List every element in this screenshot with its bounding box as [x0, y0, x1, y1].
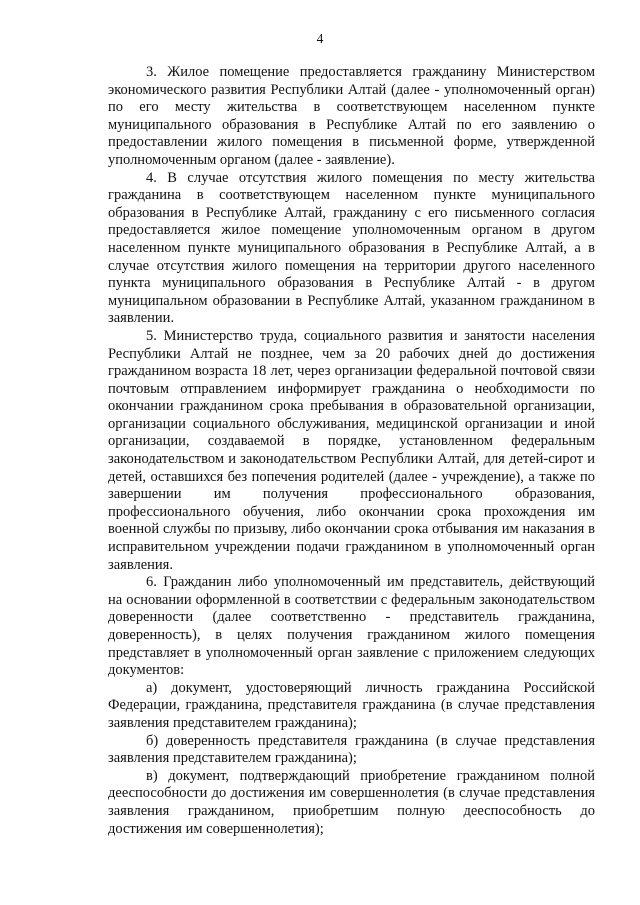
paragraph-3: 3. Жилое помещение предоставляется гражданину Министерством экономического развития Республики Алтай (далее - уполномоченный орган) по его месту жительства в соответствующем населенном пункте муниципального образования в Республике Алтай по его заявлению о предоставлении жилого помещения в письменной форме, утвержденной уполномоченным органом (далее - заявление). [108, 64, 595, 168]
paragraph-5: 5. Министерство труда, социального развития и занятости населения Республики Алтай не позднее, чем за 20 рабочих дней до достижения гражданином возраста 18 лет, через организации федеральной почтовой связи почтовым отправлением информирует гражданина о необходимости по окончании гражданином срока пребывания в образовательной организации, организации социального обслуживания, медицинской организации и иной организации, создаваемой в порядке, установленном федеральным законодательством и законодательством Республики Алтай, для детей-сирот и детей, оставшихся без попечения родителей (далее - учреждение), а также по завершении им получения профессионального образования, профессионального обучения, либо окончании срока прохождения им военной службы по призыву, либо окончании срока отбывания им наказания в исправительном учреждении подачи гражданином в уполномоченный орган заявления. [108, 327, 595, 573]
document-body [108, 64, 595, 838]
list-item-v: в) документ, подтверждающий приобретение гражданином полной дееспособности до достижения им совершеннолетия (в случае представления заявления гражданином, приобретшим полную дееспособность до достижения им совершеннолетия); [108, 767, 595, 837]
list-item-b: б) доверенность представителя гражданина (в случае представления заявления представителем гражданина); [108, 732, 595, 767]
paragraph-6: 6. Гражданин либо уполномоченный им представитель, действующий на основании оформленной в соответствии с федеральным законодательством доверенности (далее соответственно - представитель гражданина, доверенность), в целях получения гражданином жилого помещения представляет в уполномоченный орган заявление с приложением следующих документов: [108, 574, 595, 679]
list-item-a: а) документ, удостоверяющий личность гражданина Российской Федерации, гражданина, представителя гражданина (в случае представления заявления представителем гражданина); [108, 679, 595, 731]
page-number: 4 [316, 31, 324, 46]
paragraph-4: 4. В случае отсутствия жилого помещения по месту жительства гражданина в соответствующем населенном пункте муниципального образования в Республике Алтай, гражданину с его письменного согласия предоставляется жилое помещение уполномоченным органом в другом населенном пункте муниципального образования в Республике Алтай, а в случае отсутствия жилого помещения на территории другого населенного пункта муниципального образования в Республике Алтай - в другом муниципальном образовании в Республике Алтай, указанном гражданином в заявлении. [108, 169, 595, 327]
